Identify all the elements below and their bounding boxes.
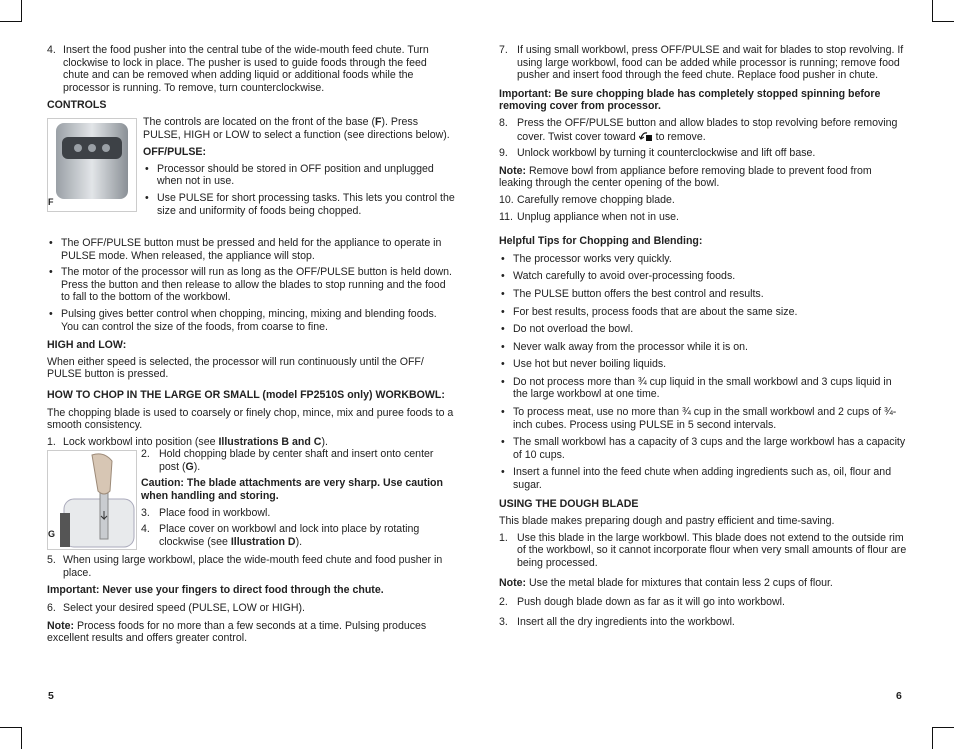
high-button-icon — [102, 144, 110, 152]
crop-mark — [932, 727, 933, 749]
unlock-arrow-icon — [639, 130, 653, 142]
tip-item: • Insert a funnel into the feed chute when adding ingredients such as, oil, flour and sugar. — [499, 466, 907, 491]
chop-step-6: 6. Select your desired speed (PULSE, LOW or HIGH). — [47, 602, 305, 615]
low-button-icon — [88, 144, 96, 152]
pulse-button-icon — [74, 144, 82, 152]
crop-mark — [932, 21, 954, 22]
chop-step-1: 1. Lock workbowl into position (see Illustrations B and C). — [47, 435, 328, 448]
chop-step-7: 7. If using small workbowl, press OFF/PULSE and wait for blades to stop revolving. If using large workbowl, food can be added while processor is running; remove food pusher and insert food through the feed chute. Replace food pusher in chute. — [499, 44, 904, 82]
chop-step-5: 5. When using large workbowl, place the wide-mouth feed chute and food pusher in place. — [47, 554, 443, 579]
controls-heading: CONTROLS — [47, 99, 107, 112]
right-page-column — [499, 40, 907, 628]
figure-f-label: F — [48, 196, 54, 207]
caution-note: Caution: The blade attachments are very sharp. Use caution when handling and storing. — [141, 477, 444, 503]
highlow-text: When either speed is selected, the processor will run continuously until the OFF/ PULSE button is pressed. — [47, 355, 424, 381]
base-body — [56, 123, 128, 199]
note-remove-bowl: Note: Remove bowl from appliance before removing blade to prevent food from leaking through the center opening of the bowl. — [499, 164, 872, 190]
dough-heading: USING THE DOUGH BLADE — [499, 497, 639, 510]
bowl-handle — [60, 513, 70, 547]
page-number-right: 6 — [896, 690, 902, 702]
tip-item: • The processor works very quickly. — [499, 253, 907, 266]
food-processor-base-illustration — [48, 119, 136, 211]
figure-f-controls — [47, 118, 137, 212]
blade-block — [47, 448, 455, 554]
tip-item: • Watch carefully to avoid over-processing foods. — [499, 270, 907, 283]
chopping-blade-illustration — [48, 451, 136, 549]
dough-step-2: 2. Push dough blade down as far as it will go into workbowl. — [499, 596, 785, 609]
figure-g-label: G — [48, 529, 56, 540]
important-fingers: Important: Never use your fingers to direct food through the chute. — [47, 584, 384, 597]
crop-mark — [21, 727, 22, 749]
dough-text: This blade makes preparing dough and pastry efficient and time-saving. — [499, 515, 835, 528]
hand-icon — [92, 454, 112, 494]
chop-text: The chopping blade is used to coarsely or finely chop, mince, mix and puree foods to a smooth consistency. — [47, 406, 454, 432]
dough-step-3: 3. Insert all the dry ingredients into the workbowl. — [499, 615, 735, 628]
important-blade-stopped: Important: Be sure chopping blade has completely stopped spinning before removing cover from processor. — [499, 87, 881, 113]
note-metal-blade: Note: Use the metal blade for mixtures that contain less 2 cups of flour. — [499, 576, 833, 589]
figure-g-blade — [47, 450, 137, 550]
workbowl — [64, 499, 134, 547]
tip-item: • For best results, process foods that are about the same size. — [499, 306, 907, 319]
chop-step-10: 10. Carefully remove chopping blade. — [499, 193, 675, 206]
chop-step-3: 3. Place food in workbowl. — [141, 506, 271, 519]
note-process: Note: Process foods for no more than a few seconds at a time. Pulsing produces excellent results and offers greater control. — [47, 619, 427, 645]
controls-description: The controls are located on the front of the base (F). Press PULSE, HIGH or LOW to select a function (see directions below). — [143, 115, 450, 141]
crop-mark — [0, 727, 22, 728]
left-page-column — [47, 40, 455, 645]
offpulse-bullet: • The OFF/PULSE button must be pressed and held for the appliance to operate in PULSE mode. When released, the appliance will stop. — [47, 237, 455, 262]
controls-text-block — [143, 116, 455, 217]
offpulse-bullet: • The motor of the processor will run as long as the OFF/PULSE button is held down. Press the button and then release to allow the blades to stop running and the food to fall to the bottom of the workbowl. — [47, 266, 455, 304]
offpulse-bullet: • Pulsing gives better control when chopping, mincing, mixing and blending foods. You can control the size of the foods, from coarse to fine. — [47, 308, 455, 333]
tip-item: • The PULSE button offers the best control and results. — [499, 288, 907, 301]
crop-mark — [0, 21, 22, 22]
tip-item: • Use hot but never boiling liquids. — [499, 358, 907, 371]
step-4-pusher: 4. Insert the food pusher into the central tube of the wide-mouth feed chute. Turn clockwise to lock in place. The pusher is used to guide foods through the feed chute and can be removed when adding liquid or additional foods while the processor is running. To remove, turn counterclockwise. — [47, 44, 429, 94]
highlow-heading: HIGH and LOW: — [47, 339, 127, 352]
chop-step-4: 4. Place cover on workbowl and lock into place by rotating clockwise (see Illustration D). — [141, 523, 420, 548]
crop-mark — [932, 727, 954, 728]
blade-text-block — [141, 448, 455, 548]
controls-block — [47, 112, 455, 217]
dough-step-1: 1. Use this blade in the large workbowl. This blade does not extend to the outside rim of the workbowl, so it cannot incorporate flour when very small amounts of flour are being processed. — [499, 531, 907, 569]
chop-step-9: 9. Unlock workbowl by turning it counterclockwise and lift off base. — [499, 147, 816, 160]
tips-heading: Helpful Tips for Chopping and Blending: — [499, 235, 703, 248]
offpulse-heading: OFF/PULSE: — [143, 146, 206, 159]
offpulse-bullet: • Use PULSE for short processing tasks. This lets you control the size and uniformity of foods being chopped. — [143, 192, 455, 217]
chop-step-11: 11. Unplug appliance when not in use. — [499, 210, 679, 223]
tip-item: • To process meat, use no more than ¾ cup in the small workbowl and 2 cups of ¾-inch cubes. Process using PULSE in 5 second intervals. — [499, 406, 907, 431]
chop-heading: HOW TO CHOP IN THE LARGE OR SMALL (model FP2510S only) WORKBOWL: — [47, 388, 445, 401]
tip-item: • Do not overload the bowl. — [499, 323, 907, 336]
page-number-left: 5 — [48, 690, 54, 702]
chop-step-2: 2. Hold chopping blade by center shaft and insert onto center post (G). — [141, 448, 434, 473]
offpulse-bullet: • Processor should be stored in OFF position and unplugged when not in use. — [143, 163, 455, 188]
tip-item: • Never walk away from the processor while it is on. — [499, 341, 907, 354]
chop-step-8: 8. Press the OFF/PULSE button and allow blades to stop revolving before removing cover. Twist cover toward to remove. — [499, 116, 898, 143]
crop-mark — [932, 0, 933, 22]
tip-item: • The small workbowl has a capacity of 3 cups and the large workbowl has a capacity of 10 cups. — [499, 436, 907, 461]
tip-item: • Do not process more than ¾ cup liquid in the small workbowl and 3 cups liquid in the large workbowl at one time. — [499, 376, 907, 401]
crop-mark — [21, 0, 22, 22]
